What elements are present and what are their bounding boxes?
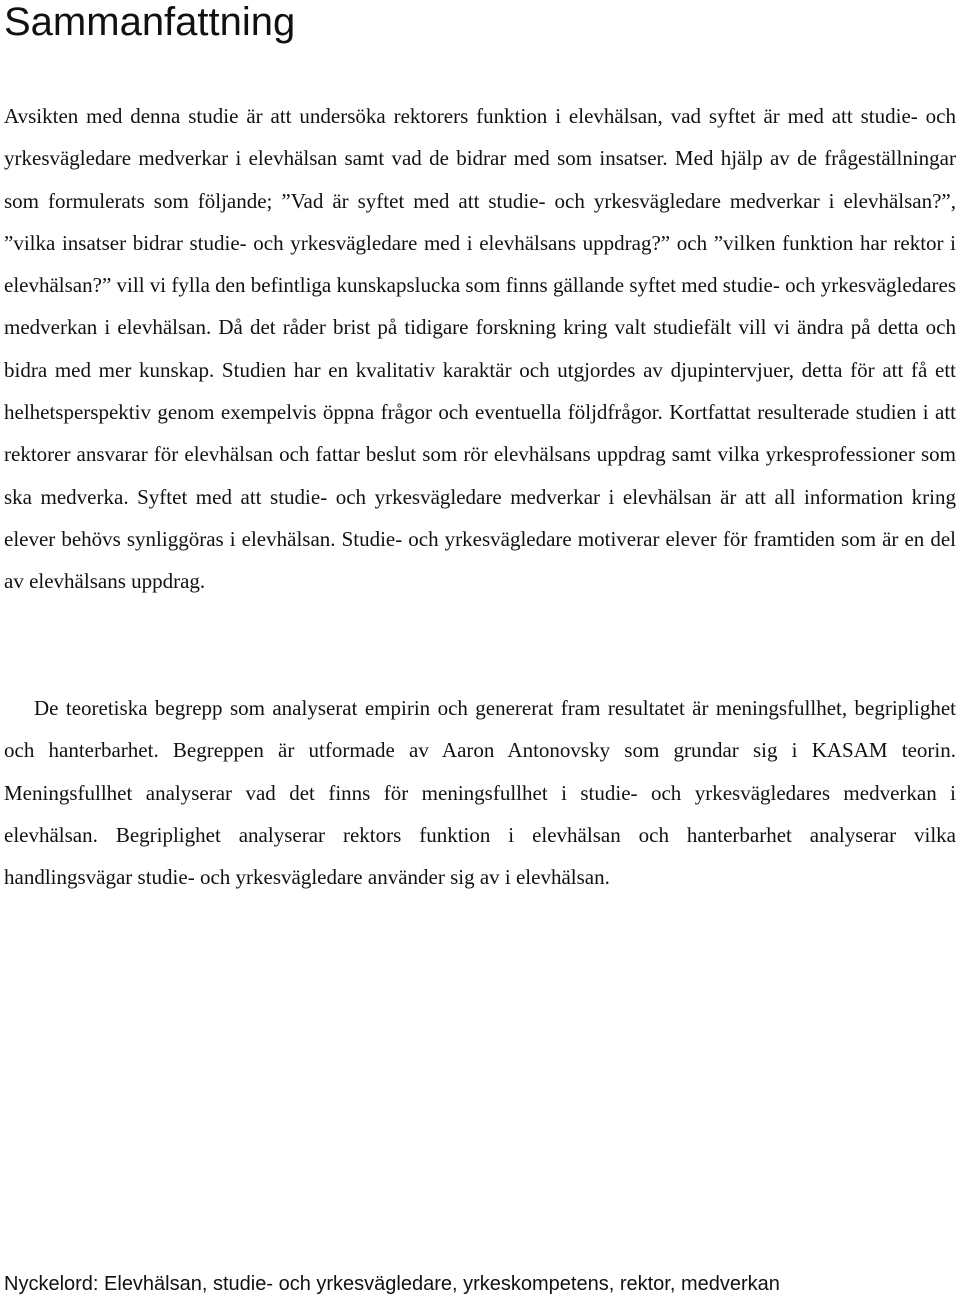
abstract-paragraph-2: De teoretiska begrepp som analyserat empirin och genererat fram resultatet är meningsfullhet, begriplighet och hanterbarhet. Begreppen är utformade av Aaron Antonovsky som grundar sig i KASAM teorin. Meningsfullhet analyserar vad det finns för meningsfullhet i studie- och yrkesvägledares medverkan i elevhälsan. Begriplighet analyserar rektors funktion i elevhälsan och hanterbarhet analyserar vilka handlingsvägar studie- och yrkesvägledare använder sig av i elevhälsan. (4, 696, 956, 890)
page-title: Sammanfattning (4, 0, 296, 44)
keywords-line: Nyckelord: Elevhälsan, studie- och yrkesvägledare, yrkeskompetens, rektor, medverkan (4, 1273, 780, 1295)
abstract-paragraph-1: Avsikten med denna studie är att undersöka rektorers funktion i elevhälsan, vad syftet är med att studie- och yrkesvägledare medverkar i elevhälsan samt vad de bidrar med som insatser. Med hjälp av de frågeställningar som formulerats som följande; ”Vad är syftet med att studie- och yrkesvägledare medverkar i elevhälsan?”, ”vilka insatser bidrar studie- och yrkesvägledare med i elevhälsans uppdrag?” och ”vilken funktion har rektor i elevhälsan?” vill vi fylla den befintliga kunskapslucka som finns gällande syftet med studie- och yrkesvägledares medverkan i elevhälsan. Då det råder brist på tidigare forskning kring valt studiefält vill vi ändra på detta och bidra med mer kunskap. Studien har en kvalitativ karaktär och utgjordes av djupintervjuer, detta för att få ett helhetsperspektiv genom exempelvis öppna frågor och eventuella följdfrågor. Kortfattat resulterade studien i att rektorer ansvarar för elevhälsan och fattar beslut som rör elevhälsans uppdrag samt vilka yrkesprofessioner som ska medverka. Syftet med att studie- och yrkesvägledare medverkar i elevhälsan är att all information kring elever behövs synliggöras i elevhälsan. Studie- och yrkesvägledare motiverar elever för framtiden som är en del av elevhälsans uppdrag. (4, 104, 956, 594)
